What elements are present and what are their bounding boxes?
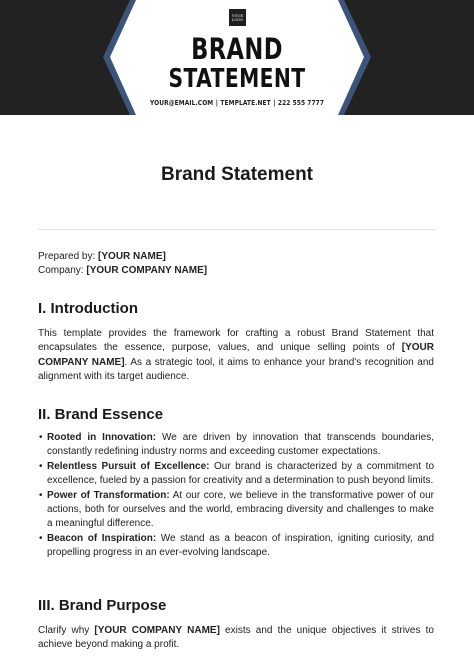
section-heading-brand-purpose: III. Brand Purpose — [38, 597, 167, 614]
prepared-by-value: [YOUR NAME] — [98, 251, 166, 262]
section-heading-brand-essence: II. Brand Essence — [38, 406, 164, 423]
document-title: Brand Statement — [160, 164, 314, 185]
brand-essence-list — [38, 431, 434, 561]
list-item-label: Beacon of Inspiration: — [47, 532, 157, 544]
list-item-text: Our brand is characterized by a commitment to excellence, fueled by a passion for creativity and a determination to push beyond limits. — [47, 460, 434, 487]
list-item-label: Relentless Pursuit of Excellence: — [47, 460, 210, 472]
contact-email[interactable]: YOUR@EMAIL.COM — [149, 98, 214, 107]
intro-text-1: This template provides the framework for crafting a robust Brand Statement that encapsulates the essence, purpose, values, and unique selling points of — [38, 328, 434, 354]
list-item-label: Power of Transformation: — [47, 489, 170, 501]
banner-title-line1: BRAND — [191, 32, 283, 66]
list-item-text: We stand as a beacon of inspiration, igniting curiosity, and propelling progress in an ever-evolving landscape. — [47, 532, 434, 559]
list-item-label: Rooted in Innovation: — [47, 432, 157, 443]
company-logo — [229, 9, 246, 26]
purpose-text-2: exists and the unique objectives it strives to achieve beyond making a profit. — [38, 625, 434, 651]
company-line — [38, 264, 207, 278]
list-item — [38, 489, 434, 532]
prepared-by-label: Prepared by: — [38, 251, 96, 262]
company-value: [YOUR COMPANY NAME] — [86, 265, 208, 276]
header-banner — [0, 0, 474, 115]
list-item-text: We are driven by innovation that transcends boundaries, constantly redefining industry norms and exceeding customer expectations. — [47, 432, 434, 458]
list-item — [38, 532, 434, 561]
prepared-by-line — [38, 250, 166, 264]
intro-text-2: . As a strategic tool, it aims to enhance your brand's recognition and alignment with its target audience. — [38, 356, 434, 383]
contact-website[interactable]: TEMPLATE.NET — [220, 98, 271, 107]
intro-company: [YOUR COMPANY NAME] — [38, 342, 434, 368]
list-item — [38, 431, 434, 460]
contact-line: YOUR@EMAIL.COM | TEMPLATE.NET | 222 555 7777 — [149, 98, 325, 107]
brand-purpose-paragraph — [38, 624, 434, 653]
contact-phone: 222 555 7777 — [277, 98, 325, 107]
list-item — [38, 460, 434, 489]
purpose-company: [YOUR COMPANY NAME] — [94, 625, 220, 636]
banner-title-line2: STATEMENT — [168, 64, 306, 94]
purpose-text-1: Clarify why — [38, 625, 95, 636]
section-heading-introduction: I. Introduction — [38, 300, 138, 317]
logo-text: YOUR LOGO — [231, 13, 244, 22]
divider — [38, 229, 436, 230]
list-item-text: At our core, we believe in the transformative power of our actions, both for ourselves and the world, embracing diversity and challenges to make a meaningful difference. — [47, 489, 435, 530]
introduction-paragraph — [38, 327, 434, 385]
company-label: Company: — [38, 265, 84, 276]
